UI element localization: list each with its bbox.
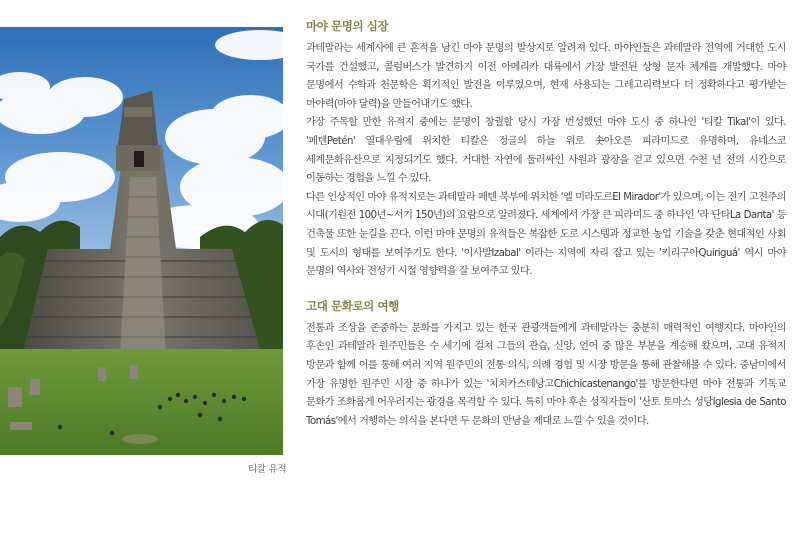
section-title: 고대 문화로의 여행 (306, 298, 399, 313)
article-body (306, 18, 786, 431)
section-title: 마야 문명의 심장 (306, 19, 389, 33)
tikal-photo (0, 27, 283, 455)
paragraph: 다른 인상적인 마야 유적지로는 과테말라 페텐 북부에 위치한 '엘 미라도르El Mirador'가 있으며, 이는 전기 고전주의 시대(기원전 100년~서기 150년)의 요람으로 알려졌다. 세계에서 가장 큰 피라미드 중 하나인 '라 단타La Danta' 등 건축물 또한 눈길을 끈다. 이런 마야 문명의 유적들은 복잡한 도로 시스템과 정교한 농업 기술을 갖춘 현대적인 사회 및 도시의 형태를 보여주기도 한다. '이사발Izabal' 이라는 지역에 자리 잡고 있는 '키리구아Quiriguá' 역시 마야 문명의 역사와 전성기 시절 영향력을 잘 보여주고 있다. (306, 191, 786, 278)
photo-caption: 티칼 유적 (248, 464, 287, 475)
paragraph: 전통과 조상을 존중하는 문화를 가지고 있는 한국 관광객들에게 과테말라는 충분히 매력적인 여행지다. 마야인의 후손인 과테말라 원주민들은 수 세기에 걸쳐 그들의 관습, 신앙, 언어 중 많은 부분을 계승해 왔으며, 고대 유적지 방문과 함께 이를 통해 여러 지역 원주민의 전통 의식, 의례 경험 및 시장 방문을 통해 관찰해볼 수 있다. 중남미에서 가장 유명한 원주민 시장 중 하나가 있는 '치치카스테낭고Chichicastenango'를 방문한다면 마야 전통과 기독교 문화가 조화롭게 어우러지는 광경을 목격할 수 있다. 특히 마야 후손 성직자들이 '산토 토마스 성당Iglesia de Santo Tomás'에서 거행하는 의식을 본다면 두 문화의 만남을 제대로 느낄 수 있을 것이다. (306, 322, 786, 427)
section-maya-heart (306, 18, 786, 282)
paragraph: 과테말라는 세계사에 큰 흔적을 남긴 마야 문명의 발상지로 알려져 있다. 마야인들은 과테말라 전역에 거대한 도시 국가를 건설했고, 콜럼버스가 발견하기 이전 아메리카 대륙에서 가장 발전된 상형 문자 체계를 개발했다. 마야 문명에서 수학과 천문학은 획기적인 발전을 이루었으며, 현재 사용되는 그레고리력보다 더 정확하다고 평가받는 마야력(마야 달력)을 만들어내기도 했다. (306, 43, 786, 110)
section-ancient-culture (306, 298, 786, 432)
paragraph: 가장 주목할 만한 유적지 중에는 문명이 창궐할 당시 가장 번성했던 마야 도시 중 하나인 '티칼 Tikal'이 있다. '페텐Petén' 열대우림에 위치한 티칼은 정글의 하늘 위로 솟아오른 피라미드로 유명하며, 유네스코 세계문화유산으로 지정되기도 했다. 거대한 자연에 둘러싸인 사원과 광장을 걷고 있으면 수천 년 전의 시간으로 이동하는 경험을 느낄 수 있다. (306, 117, 786, 185)
